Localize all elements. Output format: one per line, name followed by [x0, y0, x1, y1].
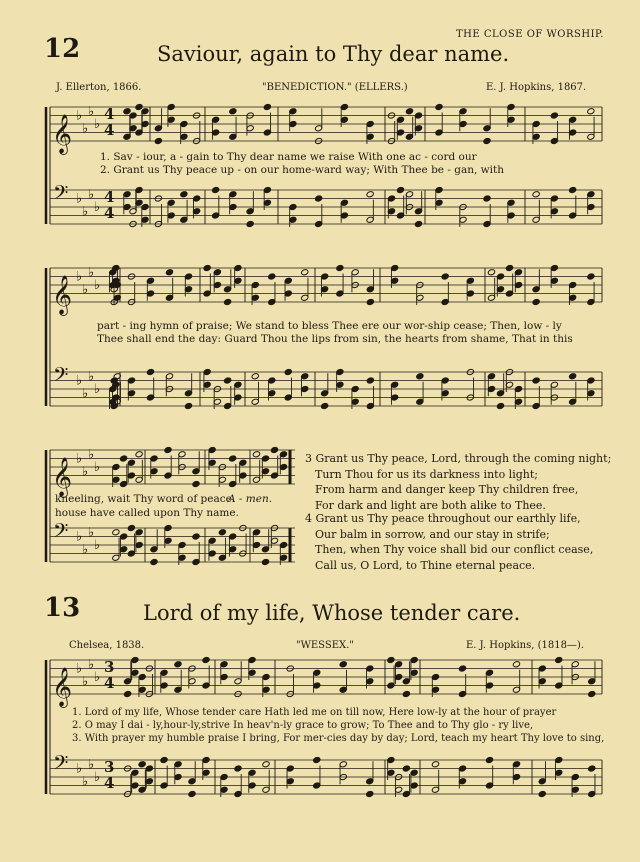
hymn-number: 13 [44, 593, 81, 623]
note-head [458, 665, 466, 672]
flat-icon: ♭ [88, 525, 95, 541]
verse-line: Our balm in sorrow, and our stay in strife; [315, 527, 550, 541]
note-head [224, 298, 232, 305]
flat-icon: ♭ [88, 104, 95, 120]
time-signature: 3 [104, 658, 115, 676]
verse-line: From harm and danger keep Thy children free, [315, 483, 579, 496]
note-head [188, 790, 196, 797]
flat-icon: ♭ [94, 670, 101, 685]
flat-icon: ♭ [82, 204, 89, 220]
note-head [315, 195, 323, 202]
treble-clef-icon: 𝄞 [52, 667, 73, 707]
flat-icon: ♭ [76, 373, 83, 389]
bass-clef-icon: 𝄢 [53, 363, 69, 391]
lyric-line: kneeling, wait Thy word of peace. [55, 493, 236, 505]
bass-clef-icon: 𝄢 [53, 751, 69, 779]
note-head [587, 108, 595, 115]
lyric-line: 3. With prayer my humble praise I bring, For mer-cies day by day; Lord, teach my heart Thy love to sing, [72, 733, 605, 744]
hymn-tune: "WESSEX." [296, 640, 354, 651]
flat-icon: ♭ [94, 538, 101, 553]
flat-icon: ♭ [94, 770, 101, 785]
note-head [234, 765, 242, 772]
flat-icon: ♭ [82, 542, 89, 558]
note-head [138, 761, 146, 768]
time-signature: 4 [104, 121, 115, 139]
note-head [416, 373, 424, 380]
lyric-line: part - ing hymn of praise; We stand to bless Thee ere our wor-ship cease; Then, low - ly [97, 320, 562, 332]
note-head [135, 103, 143, 110]
treble-clef-icon: 𝄞 [52, 457, 73, 497]
note-head [485, 756, 493, 763]
note-head [588, 765, 596, 772]
hymn-author: J. Ellerton, 1866. [56, 82, 142, 93]
verse-line: Grant us Thy peace, Lord, through the coming night; [315, 452, 612, 465]
bass-clef-icon: 𝄢 [53, 181, 69, 209]
note-head [212, 186, 220, 193]
flat-icon: ♭ [94, 117, 101, 132]
verse-line: Grant us Thy peace throughout our earthly life, [315, 512, 581, 525]
treble-clef-icon: 𝄞 [52, 275, 73, 315]
note-head [496, 402, 504, 409]
note-head [124, 690, 132, 697]
note-head [555, 656, 563, 663]
note-head [505, 264, 513, 271]
note-head [246, 220, 254, 227]
note-head [150, 558, 158, 565]
note-head [550, 112, 558, 119]
note-head [192, 533, 200, 540]
flat-icon: ♭ [88, 187, 95, 203]
note-head [487, 269, 495, 276]
flat-icon: ♭ [76, 269, 83, 285]
note-head [414, 220, 422, 227]
verse-line: Turn Thou for us its darkness into light; [315, 467, 538, 481]
flat-icon: ♭ [94, 382, 101, 397]
section-header: THE CLOSE OF WORSHIP. [456, 29, 604, 40]
note-head [441, 273, 449, 280]
flat-icon: ♭ [82, 282, 89, 298]
hymn-tune: "BENEDICTION." (ELLERS.) [262, 82, 408, 93]
note-head [192, 480, 200, 487]
note-head [251, 373, 259, 380]
lyric-line: 2. Grant us Thy peace up - on our home-ward way; With Thee be - gan, with [100, 164, 504, 176]
lyric-line: house have called upon Thy name. [55, 507, 239, 519]
flat-icon: ♭ [82, 774, 89, 790]
time-signature: 3 [104, 758, 115, 776]
note-head [174, 661, 182, 668]
note-head [396, 186, 404, 193]
flat-icon: ♭ [88, 265, 95, 281]
note-head [339, 661, 347, 668]
note-head [512, 661, 520, 668]
bass-clef-icon: 𝄢 [53, 519, 69, 547]
note-head [180, 191, 188, 198]
flat-icon: ♭ [94, 278, 101, 293]
note-head [301, 269, 309, 276]
verse-line: Then, when Thy voice shall bid our conflict cease, [315, 543, 594, 556]
note-head [402, 690, 410, 697]
note-head [127, 524, 135, 531]
note-head [218, 529, 226, 536]
verse-number: 4 [305, 512, 312, 525]
flat-icon: ♭ [82, 386, 89, 402]
treble-clef-icon: 𝄞 [52, 114, 73, 154]
note-head [165, 269, 173, 276]
note-head [366, 298, 374, 305]
note-head [203, 264, 211, 271]
verse-line: Call us, O Lord, to Thine eternal peace. [315, 558, 536, 572]
flat-icon: ♭ [82, 121, 89, 137]
flat-icon: ♭ [82, 464, 89, 480]
note-head [569, 186, 577, 193]
note-head [120, 455, 128, 462]
hymn-title: Lord of my life, Whose tender care. [143, 601, 521, 625]
hymn-composer: E. J. Hopkins, (1818—). [466, 640, 585, 651]
time-signature: 4 [104, 188, 115, 206]
time-signature: 4 [104, 774, 115, 792]
flat-icon: ♭ [76, 761, 83, 777]
note-head [224, 377, 232, 384]
note-head [262, 761, 270, 768]
note-head [366, 191, 374, 198]
lyric-line: Thee shall end the day: Guard Thou the lips from sin, the hearts from shame, That in this [97, 333, 573, 345]
note-head [483, 195, 491, 202]
note-head [160, 756, 168, 763]
flat-icon: ♭ [76, 191, 83, 207]
flat-icon: ♭ [82, 674, 89, 690]
hymn-title: Saviour, again to Thy dear name. [157, 42, 510, 66]
note-head [146, 368, 154, 375]
hymn-author: Chelsea, 1838. [69, 640, 145, 651]
time-signature: 4 [104, 105, 115, 123]
note-head [321, 402, 329, 409]
lyric-line: 1. Lord of my life, Whose tender care Hath led me on till now, Here low-ly at the hour of prayer [72, 707, 557, 718]
note-head [270, 446, 278, 453]
flat-icon: ♭ [76, 108, 83, 124]
note-head [313, 756, 321, 763]
note-head [532, 298, 540, 305]
note-head [154, 137, 162, 144]
note-head [202, 656, 210, 663]
amen-label: A - men. [228, 493, 273, 505]
verse-number: 3 [305, 452, 312, 465]
note-head [532, 377, 540, 384]
note-head [229, 455, 237, 462]
flat-icon: ♭ [88, 369, 95, 385]
hymn-composer: E. J. Hopkins, 1867. [486, 82, 587, 93]
note-head [588, 690, 596, 697]
note-head [538, 790, 546, 797]
lyric-line: 2. O may I dai - ly,hour-ly,strive In heav'n-ly grace to grow; To Thee and to Thy glo - ry live, [72, 720, 534, 731]
note-head [569, 373, 577, 380]
time-signature: 4 [104, 674, 115, 692]
flat-icon: ♭ [94, 460, 101, 475]
note-head [184, 402, 192, 409]
flat-icon: ♭ [88, 757, 95, 773]
hymn-number: 12 [44, 34, 81, 64]
note-head [229, 108, 237, 115]
flat-icon: ♭ [94, 200, 101, 215]
flat-icon: ♭ [76, 661, 83, 677]
note-head [366, 790, 374, 797]
note-head [263, 103, 271, 110]
note-head [587, 273, 595, 280]
note-head [435, 103, 443, 110]
note-head [387, 656, 395, 663]
lyric-line: 1. Sav - iour, a - gain to Thy dear name we raise With one ac - cord our [100, 151, 477, 163]
flat-icon: ♭ [88, 657, 95, 673]
note-head [135, 451, 143, 458]
note-head [123, 108, 131, 115]
time-signature: 4 [104, 204, 115, 222]
note-head [112, 529, 120, 536]
note-head [268, 273, 276, 280]
flat-icon: ♭ [76, 451, 83, 467]
note-head [402, 765, 410, 772]
flat-icon: ♭ [88, 447, 95, 463]
note-head [405, 108, 413, 115]
flat-icon: ♭ [76, 529, 83, 545]
note-head [483, 137, 491, 144]
note-head [252, 451, 260, 458]
note-head [284, 368, 292, 375]
note-head [336, 264, 344, 271]
note-head [366, 377, 374, 384]
verse-line: For dark and light are both alike to Thee. [315, 498, 546, 512]
note-head [261, 558, 269, 565]
note-head [164, 446, 172, 453]
note-head [431, 761, 439, 768]
note-head [532, 191, 540, 198]
